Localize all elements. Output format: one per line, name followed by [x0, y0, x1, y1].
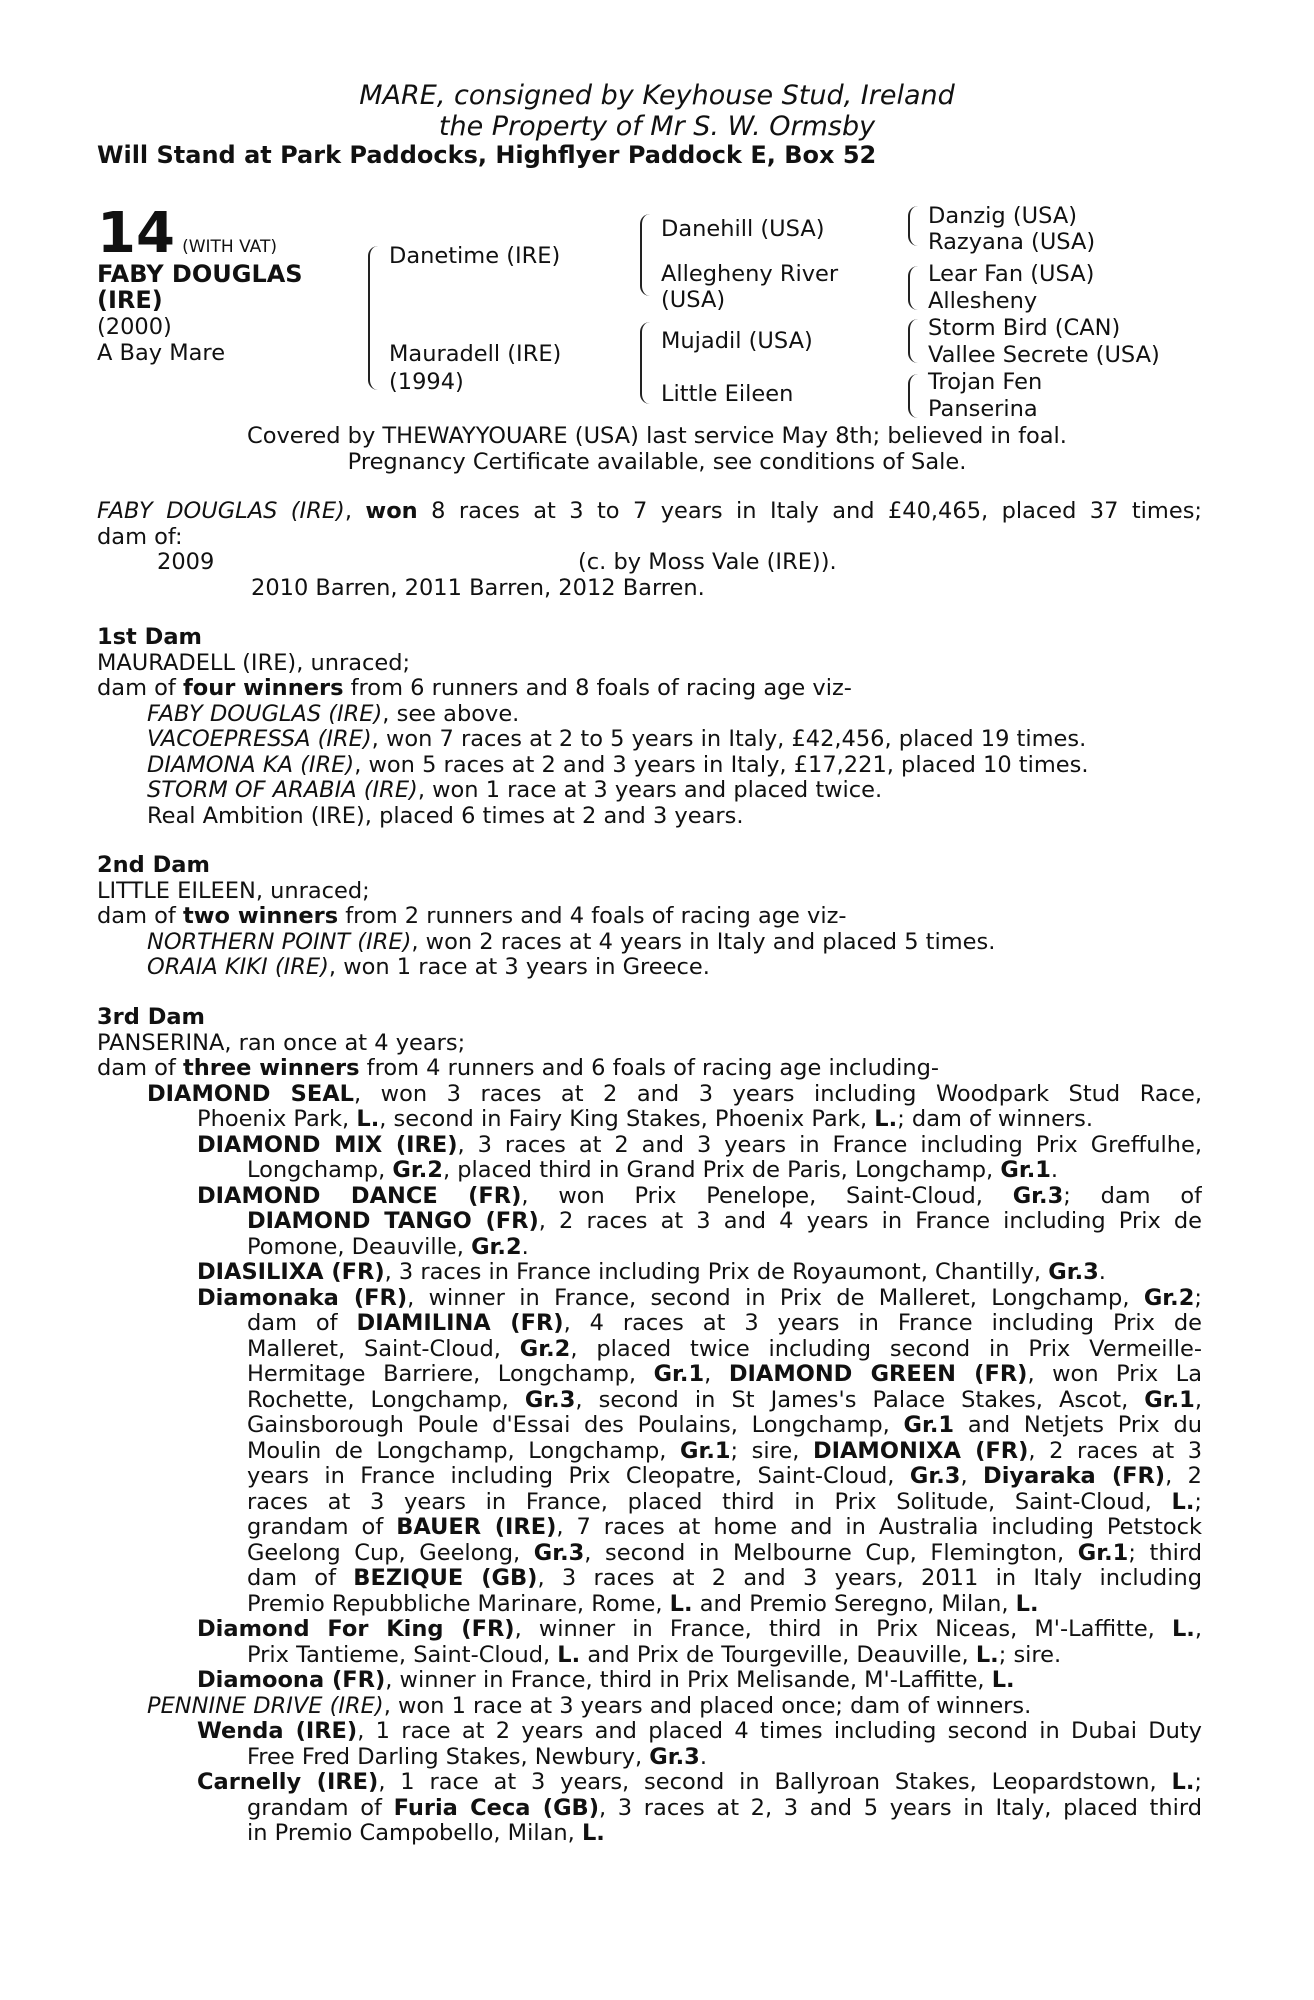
first-dam-line-2: dam of four winners from 6 runners and 8 foals of racing age viz-	[97, 675, 852, 701]
bold-text: L.	[557, 1641, 581, 1668]
third-dam-title: 3rd Dam	[97, 1004, 205, 1030]
pedigree-dd: Little Eileen	[661, 381, 794, 407]
diasilixa-line: DIASILIXA (FR), 3 races in France including Prix de Royaumont, Chantilly, Gr.3.	[197, 1259, 1106, 1285]
second-dam-section	[97, 853, 1202, 981]
text: ,	[960, 1464, 984, 1489]
bold-text: Wenda (IRE)	[197, 1719, 358, 1744]
bold-text: Gr.3	[533, 1540, 585, 1566]
horse-year: (2000)	[97, 314, 172, 340]
progeny-barren: 2010 Barren, 2011 Barren, 2012 Barren.	[251, 574, 705, 601]
bold-text: Diyaraka (FR)	[983, 1464, 1166, 1489]
diamond-tango-line-2: Pomone, Deauville, Gr.2.	[247, 1233, 529, 1260]
pedigree-brace-1	[908, 206, 918, 246]
lot-number: 14	[97, 201, 175, 266]
text: Hermitage Barriere, Longchamp,	[247, 1362, 654, 1387]
pedigree-brace-2	[908, 266, 918, 310]
para-line	[97, 1464, 1202, 1490]
diamoona-paragraph	[97, 1668, 1202, 1694]
text: ,	[1194, 1387, 1202, 1413]
pedigree-brace-dam	[640, 322, 650, 404]
progeny-2009	[97, 550, 1202, 576]
para-line	[97, 1311, 1202, 1337]
text: , winner in France, second in Prix de Malleret, Longchamp,	[407, 1285, 1144, 1311]
text: , second in Melbourne Cup, Flemington,	[584, 1540, 1078, 1566]
text: Geelong Cup, Geelong,	[247, 1540, 534, 1566]
first-dam-title: 1st Dam	[97, 624, 202, 650]
first-dam-offspring: STORM OF ARABIA (IRE), won 1 race at 3 years and placed twice.	[147, 777, 883, 803]
bold-text: Gr.1	[903, 1413, 955, 1438]
bold-text: DIAMILINA (FR)	[356, 1311, 564, 1336]
bold-text: L.	[1171, 1617, 1195, 1642]
pedigree-sdd: Allesheny	[928, 288, 1038, 314]
header-line-2: the Property of Mr S. W. Ormsby	[438, 111, 876, 142]
text: years in France including Prix Cleopatre, Saint-Cloud,	[247, 1464, 910, 1489]
text: and Prix de Tourgeville, Deauville,	[580, 1641, 976, 1668]
pedigree-brace-sire	[640, 214, 650, 296]
diamond-seal-line-2: Phoenix Park, L., second in Fairy King Stakes, Phoenix Park, L.; dam of winners.	[197, 1106, 1094, 1132]
diamond-dance-line-1: DIAMOND DANCE (FR), won Prix Penelope, Saint-Cloud, Gr.3; dam of	[197, 1183, 1202, 1209]
third-dam-line-1: PANSERINA, ran once at 4 years;	[97, 1029, 466, 1056]
bold-text: L.	[1171, 1489, 1195, 1515]
text: in Premio Campobello, Milan,	[247, 1820, 582, 1846]
moona-line	[97, 1668, 1202, 1694]
pedigree-dam-year: (1994)	[389, 369, 464, 395]
text: Moulin de Longchamp, Longchamp,	[247, 1438, 680, 1464]
text: dam of	[247, 1566, 354, 1591]
pedigree-dss: Storm Bird (CAN)	[928, 315, 1121, 341]
header-line-1: MARE, consigned by Keyhouse Stud, Ireland	[359, 80, 955, 111]
first-dam-offspring: DIAMONA KA (IRE), won 5 races at 2 and 3 years in Italy, £17,221, placed 10 times.	[147, 751, 1089, 778]
text: ;	[1194, 1770, 1202, 1795]
carnelly-line	[97, 1770, 1202, 1796]
text: Malleret, Saint-Cloud,	[247, 1336, 520, 1362]
second-dam-offspring: ORAIA KIKI (IRE), won 1 race at 3 years in Greece.	[147, 954, 710, 980]
text: dam of	[247, 1311, 357, 1336]
text: , 7 races at home and in Australia including Petstock	[556, 1515, 1202, 1540]
bold-text: Diamond For King (FR)	[197, 1617, 515, 1642]
record-horse-name: FABY DOUGLAS (IRE)	[97, 499, 345, 524]
bold-text: Gr.2	[519, 1336, 571, 1362]
pedigree-ds: Mujadil (USA)	[661, 328, 813, 354]
text: , placed twice including second in Prix Vermeille-	[570, 1336, 1202, 1362]
text: and Netjets Prix du	[954, 1413, 1202, 1438]
pedigree-dsd: Vallee Secrete (USA)	[928, 342, 1160, 368]
carnelly-paragraph	[97, 1770, 1202, 1847]
bold-text: L.	[1015, 1590, 1039, 1617]
record-text: 8 races at 3 to 7 years in Italy and £40,465, placed 37 times;	[431, 499, 1202, 524]
bold-text: Furia Ceca (GB)	[393, 1795, 599, 1821]
second-dam-line-1: LITTLE EILEEN, unraced;	[97, 877, 370, 904]
para-line	[97, 1490, 1202, 1516]
pedigree-sire: Danetime (IRE)	[389, 243, 561, 269]
text: Prix Tantieme, Saint-Cloud,	[247, 1641, 558, 1668]
text: ; sire,	[730, 1438, 813, 1464]
para-line	[97, 1362, 1202, 1388]
bold-text: Gr.1	[1144, 1387, 1195, 1413]
text: grandam of	[247, 1795, 394, 1821]
pedigree-ss: Danehill (USA)	[661, 216, 825, 242]
text: ;	[1194, 1285, 1202, 1311]
text: , won Prix La	[1027, 1362, 1202, 1387]
text: ;	[1194, 1489, 1202, 1515]
text: .	[699, 1743, 707, 1770]
carnelly-line	[97, 1796, 1202, 1822]
diamond-for-king-paragraph	[97, 1617, 1202, 1668]
pennine-drive-line: PENNINE DRIVE (IRE), won 1 race at 3 years and placed once; dam of winners.	[147, 1692, 1032, 1719]
pedigree-brace-main	[368, 246, 378, 390]
para-line	[97, 1566, 1202, 1592]
text: Premio Repubbliche Marinare, Rome,	[247, 1590, 670, 1617]
first-dam-offspring: Real Ambition (IRE), placed 6 times at 2 and 3 years.	[147, 802, 744, 829]
first-dam-section	[97, 625, 1202, 829]
first-dam-offspring: VACOEPRESSA (IRE), won 7 races at 2 to 5 years in Italy, £42,456, placed 19 times.	[147, 726, 1087, 752]
bold-text: Carnelly (IRE)	[197, 1770, 379, 1795]
diamonaka-paragraph	[97, 1286, 1202, 1618]
para-line	[97, 1515, 1202, 1541]
text: and Premio Seregno, Milan,	[692, 1590, 1016, 1617]
diamond-mix-line-1: DIAMOND MIX (IRE), 3 races at 2 and 3 years in France including Prix Greffulhe,	[197, 1132, 1202, 1158]
progeny-2009-year: 2009	[157, 549, 215, 575]
text: , winner in France, third in Prix Melisande, M'-Laffitte,	[385, 1667, 992, 1693]
text: ; sire.	[998, 1641, 1062, 1668]
bold-text: DIAMONIXA (FR)	[812, 1438, 1029, 1464]
bold-text: Gr.3	[649, 1743, 700, 1770]
bold-text: Gr.1	[653, 1362, 705, 1387]
bold-text: Gr.2	[1143, 1285, 1195, 1311]
text: , 3 races at 2 and 3 years, 2011 in Italy including	[537, 1566, 1202, 1591]
pedigree-brace-4	[908, 374, 918, 418]
text: , 2	[1165, 1464, 1202, 1489]
para-line	[97, 1541, 1202, 1567]
text: , winner in France, third in Prix Niceas, M'-Laffitte,	[514, 1617, 1172, 1642]
pedigree-sd-1: Allegheny River	[661, 261, 839, 287]
race-record	[97, 499, 1202, 601]
text: , 1 race at 3 years, second in Ballyroan Stakes, Leopardstown,	[378, 1770, 1172, 1795]
bold-text: L.	[975, 1641, 999, 1668]
text: , 1 race at 2 years and placed 4 times including second in Dubai Duty	[357, 1719, 1202, 1744]
pedigree-dds: Trojan Fen	[928, 369, 1043, 395]
pedigree-brace-3	[908, 319, 918, 363]
king-line	[97, 1643, 1202, 1669]
first-dam-line-1: MAURADELL (IRE), unraced;	[97, 649, 411, 676]
diamond-seal-line-1: DIAMOND SEAL, won 3 races at 2 and 3 years including Woodpark Stud Race,	[147, 1081, 1202, 1107]
pedigree-sds: Lear Fan (USA)	[928, 261, 1095, 287]
para-line	[97, 1439, 1202, 1465]
progeny-2009-desc: (c. by Moss Vale (IRE)).	[578, 549, 837, 575]
pedigree-ssd: Razyana (USA)	[928, 229, 1096, 255]
bold-text: DIAMOND GREEN (FR)	[728, 1362, 1028, 1387]
bold-text: L.	[991, 1667, 1015, 1693]
bold-text: Gr.1	[679, 1438, 731, 1464]
record-won: won	[365, 499, 418, 524]
text: races at 3 years in France, placed third in Prix Solitude, Saint-Cloud,	[247, 1489, 1172, 1515]
bold-text: Gr.3	[909, 1464, 961, 1489]
pedigree-sss: Danzig (USA)	[928, 203, 1077, 229]
wenda-line	[97, 1745, 1202, 1771]
second-dam-title: 2nd Dam	[97, 852, 210, 878]
text: , 2 races at 3	[1028, 1438, 1202, 1464]
carnelly-line	[97, 1821, 1202, 1847]
record-dam-of: dam of:	[97, 523, 183, 550]
text: Rochette, Longchamp,	[247, 1387, 525, 1413]
pedigree-sd-2: (USA)	[661, 287, 726, 313]
bold-text: L.	[1171, 1770, 1195, 1795]
text: , 3 races at 2, 3 and 5 years in Italy, placed third	[599, 1795, 1202, 1821]
text: Gainsborough Poule d'Essai des Poulains, Longchamp,	[247, 1413, 904, 1438]
para-line	[97, 1592, 1202, 1618]
bold-text: Diamonaka (FR)	[197, 1285, 408, 1311]
para-line	[97, 1286, 1202, 1312]
lot-number-row	[97, 201, 277, 266]
horse-name: FABY DOUGLAS	[97, 260, 303, 288]
bold-text: L.	[669, 1590, 693, 1617]
bold-text: Diamoona (FR)	[197, 1667, 386, 1693]
third-dam-section	[97, 1005, 1202, 1847]
pedigree-dam: Mauradell (IRE)	[389, 341, 562, 367]
covered-line-2: Pregnancy Certificate available, see conditions of Sale.	[347, 449, 967, 475]
bold-text: Gr.3	[524, 1387, 576, 1413]
covered-line-1: Covered by THEWAYYOUARE (USA) last service May 8th; believed in foal.	[247, 423, 1067, 449]
text: grandam of	[247, 1515, 397, 1540]
text: ,	[1194, 1617, 1202, 1642]
header-line-3: Will Stand at Park Paddocks, Highflyer Paddock E, Box 52	[97, 141, 877, 169]
horse-desc: A Bay Mare	[97, 340, 226, 366]
second-dam-offspring: NORTHERN POINT (IRE), won 2 races at 4 years in Italy and placed 5 times.	[147, 928, 996, 955]
diamond-tango-line-1: DIAMOND TANGO (FR), 2 races at 3 and 4 years in France including Prix de	[247, 1209, 1202, 1234]
text: Free Fred Darling Stakes, Newbury,	[247, 1743, 650, 1770]
text: , 4 races at 3 years in France including Prix de	[563, 1311, 1202, 1336]
bold-text: Gr.1	[1077, 1540, 1129, 1566]
text: ,	[704, 1362, 729, 1387]
horse-suffix: (IRE)	[97, 286, 163, 314]
bold-text: BEZIQUE (GB)	[353, 1566, 538, 1591]
para-line	[97, 1388, 1202, 1414]
bold-text: L.	[581, 1820, 605, 1846]
third-dam-line-2: dam of three winners from 4 runners and 6 foals of racing age including-	[97, 1055, 940, 1081]
text: , second in St James's Palace Stakes, Ascot,	[575, 1387, 1145, 1413]
para-line	[97, 1337, 1202, 1363]
second-dam-line-2: dam of two winners from 2 runners and 4 foals of racing age viz-	[97, 903, 847, 929]
diamond-mix-line-2: Longchamp, Gr.2, placed third in Grand Prix de Paris, Longchamp, Gr.1.	[247, 1157, 1059, 1183]
text: ; third	[1128, 1540, 1202, 1566]
wenda-line	[97, 1719, 1202, 1745]
first-dam-offspring: FABY DOUGLAS (IRE), see above.	[147, 700, 520, 727]
bold-text: BAUER (IRE)	[396, 1515, 557, 1540]
wenda-paragraph	[97, 1719, 1202, 1770]
para-line	[97, 1413, 1202, 1439]
record-line: FABY DOUGLAS (IRE), won 8 races at 3 to 7 years in Italy and £40,465, placed 37 times;	[97, 499, 1202, 524]
king-line	[97, 1617, 1202, 1643]
vat-label: (WITH VAT)	[182, 237, 277, 257]
pedigree-ddd: Panserina	[928, 396, 1038, 422]
